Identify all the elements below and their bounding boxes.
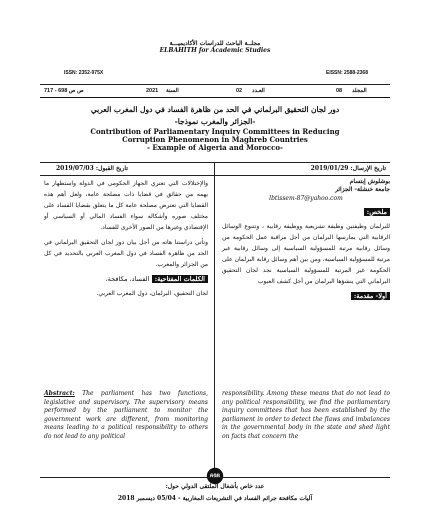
abstract-text-right: responsibility. Among these means that do not lead to any political responsibility, we find the parliamentary inquiry committees that has been established by the parliament in order to detect the flaws and imbalances in the governmental body in the state and shed light on facts that concern the: [222, 390, 390, 440]
keywords-text: لجان التحقيق، البرلمان، دول المغرب العربي.: [96, 290, 208, 297]
author-name: بوشلوش إبتسام: [349, 178, 390, 185]
keywords-label: الكلمات المفتاحية:: [152, 275, 208, 283]
footer-line-1: عدد خاص بأشغال الملتقى الدولي حول:: [165, 483, 265, 490]
author-email: lbtissem-87@yahoo.com: [269, 195, 343, 202]
title-arabic-line1: دور لجان التحقيق البرلماني في الحد من ظاهرة الفساد في دول المغرب العربي: [90, 105, 340, 114]
title-arabic: [40, 104, 390, 128]
column-divider: [214, 162, 215, 474]
intro-heading: [222, 291, 390, 302]
page-range: ص ص 698 - 717: [44, 88, 84, 94]
keywords-heading: [44, 274, 208, 285]
title-arabic-line2: -الجزائر والمغرب نموذجا-: [174, 117, 256, 126]
journal-name-arabic: مجلــة الباحث للدراسات الأكاديميـــة: [169, 40, 261, 47]
footer-rule: [40, 477, 390, 478]
abstract-left: [44, 390, 208, 442]
issue-label: العـدد: [252, 88, 265, 94]
volume-bar: [40, 84, 390, 98]
title-english-line3: - Example of Algeria and Morocco-: [147, 143, 283, 152]
journal-header: [60, 40, 370, 54]
summary-label: ملخص:: [364, 208, 390, 216]
body-paragraph-2: وتأتي دراستنا هاته من أجل بيان دور لجان التحقيق البرلماني في الحد من ظاهرة الفساد في دول المغرب العربي بالتحديد في كل من الجزائر والمغرب.: [44, 239, 208, 268]
footer-line-2: آليات مكافحة جرائم الفساد في التشريعات المغاربية - 05/04 ديسمبر 2018: [117, 495, 313, 502]
title-english: [40, 128, 390, 152]
received-date: تاريخ الإرسال: 2019/01/29: [310, 165, 386, 172]
year-value: 2021: [146, 88, 159, 94]
title-english-line2: Corruption Phenomenon in Maghreb Countries: [122, 135, 308, 144]
left-column: [44, 178, 208, 303]
issn-print: ISSN: 2352-975X: [64, 70, 104, 76]
body-paragraph-1: والإختلالات التي تعتري الجهاز الحكومي في الدولة واستظهار ما يهمه من حقائق في قضايا ذات مصلحة عامة، ولعل أهم هذه القضايا التي تعترض مصلحة عامة كل ما يتعلق بقضايا الفساد على مختلف صوره وأشكاله سواء الفساد المالي أو السياسي أو الإقتصادي وغيرها من الصور الأخرى للفساد.: [44, 180, 208, 231]
keywords-lead: الفساد، مكافحة،: [105, 275, 150, 283]
journal-name-english: ELBAHITH for Academic Studies: [159, 47, 271, 54]
issue-value: 02: [236, 88, 243, 94]
accepted-date: تاريخ القبول: 2019/07/03: [56, 165, 128, 172]
summary-heading: [222, 207, 390, 218]
volume-value: 08: [336, 88, 343, 94]
summary-text: للبرلمان وظيفتين وظيفة تشريعية ووظيفة رقابية ، وتتنوع الوسائل الرقابية التي يمارسها البرلمان من أجل مراقبة عمل الحكومة من وسائل رقابية مرتبة للمسؤولية السياسية إلى وسائل رقابية غير مرتبة للمسؤولية السياسية، ومن بين أهم وسائل رقابة البرلمان على الحكومة غير المرتبة للمسؤولية السياسية نجد لجان التحقيق البرلماني التي ينشؤها البرلمان من أجل كشف العيوب: [222, 223, 390, 285]
year-label: السنة: [166, 88, 179, 94]
date-bar: [40, 162, 390, 176]
title-english-line1: Contribution of Parliamentary Inquiry Committees in Reducing: [90, 127, 340, 136]
author-affiliation: جامعة خنشلة- الجزائر: [335, 186, 390, 193]
intro-label: أولا- مقدمة:: [351, 292, 390, 300]
abstract-right: [222, 390, 390, 442]
abstract-label: Abstract:: [44, 390, 75, 397]
author-block: [222, 178, 390, 203]
abstract-text-left: The parliament has two functions, legislative and supervisory. The supervisory means performed by the parliament to monitor the government work are different, from monitoring means leading to a political responsibility to others do not lead to any political: [44, 390, 208, 440]
issn-online: EISSN: 2588-2368: [326, 70, 368, 76]
volume-label: المجلد: [352, 88, 367, 94]
right-column: [222, 178, 390, 305]
